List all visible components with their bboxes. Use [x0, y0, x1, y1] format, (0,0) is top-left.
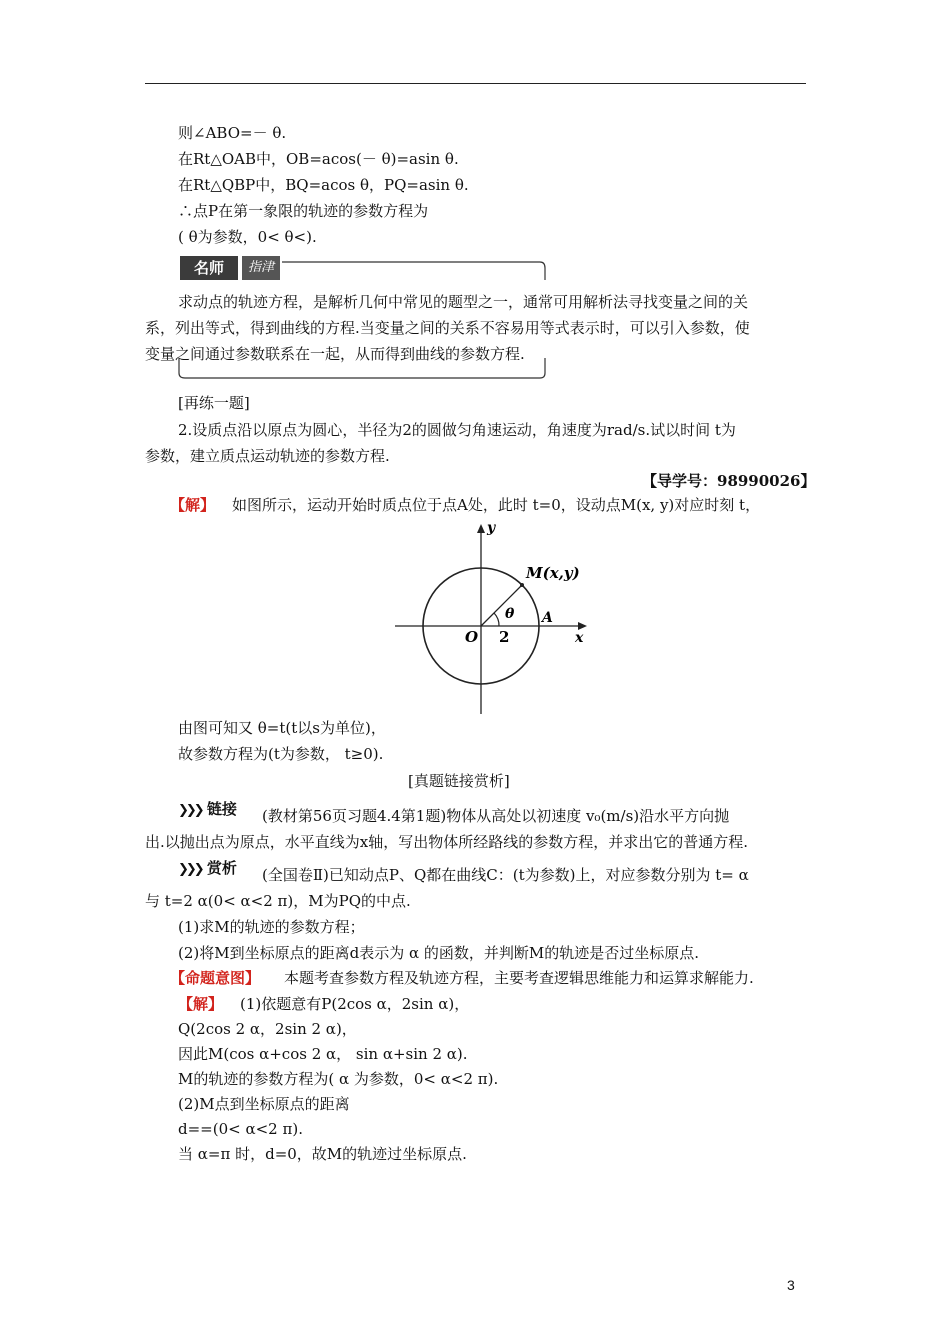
- angle-arc: [494, 613, 499, 626]
- label-theta: θ: [505, 606, 515, 622]
- text-line: Q(2cos 2 α，2sin 2 α)，: [178, 1020, 357, 1038]
- text-line: 由图可知又 θ=t(t以s为单位)，: [178, 719, 386, 737]
- solution-label: 【解】: [178, 995, 224, 1013]
- link-label-text: 链接: [206, 800, 237, 818]
- label-a: A: [542, 610, 553, 626]
- text-line: (教材第56页习题4.4第1题)物体从高处以初速度 v₀(m/s)沿水平方向抛: [262, 807, 730, 825]
- text-line: (2)将M到坐标原点的距离d表示为 α 的函数，并判断M的轨迹是否过坐标原点.: [178, 944, 700, 962]
- text-line: (1)依题意有P(2cos α，2sin α)，: [240, 995, 470, 1013]
- tip-paragraph: 变量之间通过参数联系在一起，从而得到曲线的参数方程.: [145, 345, 525, 363]
- text-line: (2)M点到坐标原点的距离: [178, 1095, 350, 1113]
- label-y: y: [487, 520, 496, 536]
- text-line: 与 t=2 α(0< α<2 π)，M为PQ的中点.: [145, 892, 411, 910]
- y-axis-arrow: [477, 524, 485, 533]
- intent-label: 【命题意图】: [170, 969, 261, 987]
- tip-paragraph: 系，列出等式，得到曲线的方程.当变量之间的关系不容易用等式表示时，可以引入参数，使: [145, 319, 750, 337]
- label-m: M(x,y): [526, 564, 580, 582]
- text-line: ∴点P在第一象限的轨迹的参数方程为: [178, 202, 429, 220]
- text-line: 故参数方程为(t为参数， t≥0).: [178, 745, 384, 763]
- intent-text: 本题考查参数方程及轨迹方程，主要考查逻辑思维能力和运算求解能力.: [284, 969, 754, 987]
- tip-tag-sub: 指津: [242, 256, 280, 280]
- question-line: 2.设质点沿以原点为圆心，半径为2的圆做匀角速运动，角速度为rad/s.试以时间 t为: [178, 421, 736, 439]
- label-x: x: [575, 630, 584, 646]
- arrows-icon: ❯❯❯: [178, 803, 202, 818]
- arrows-icon: ❯❯❯: [178, 862, 202, 877]
- section-title: [真题链接赏析]: [408, 772, 510, 790]
- link-label: [178, 799, 237, 821]
- radius-line: [481, 585, 522, 626]
- text-line: 则∠ABO=－ θ.: [178, 124, 287, 142]
- text-line: 在Rt△OAB中，OB=acos(－ θ)=asin θ.: [178, 150, 459, 168]
- text-line: (1)求M的轨迹的参数方程；: [178, 918, 365, 936]
- point-m: [520, 583, 524, 587]
- guide-code: 【导学号：98990026】: [642, 472, 816, 490]
- solution-text: 如图所示，运动开始时质点位于点A处，此时 t=0，设动点M(x, y)对应时刻 t，: [232, 496, 761, 514]
- appr-label-text: 赏析: [206, 859, 237, 877]
- practice-heading: [再练一题]: [178, 394, 250, 412]
- text-line: 出.以抛出点为原点，水平直线为x轴，写出物体所经路线的参数方程，并求出它的普通方程.: [145, 833, 748, 851]
- question-line: 参数，建立质点运动轨迹的参数方程.: [145, 447, 390, 465]
- appr-label: [178, 858, 237, 880]
- tip-tag-main: 名师: [180, 256, 238, 280]
- text-line: d==(0< α<2 π).: [178, 1120, 303, 1138]
- text-line: 因此M(cos α+cos 2 α， sin α+sin 2 α).: [178, 1045, 468, 1063]
- text-line: M的轨迹的参数方程为( α 为参数，0< α<2 π).: [178, 1070, 499, 1088]
- text-line: (全国卷Ⅱ)已知动点P、Q都在曲线C：(t为参数)上，对应参数分别为 t= α: [262, 866, 749, 884]
- tip-paragraph: 求动点的轨迹方程，是解析几何中常见的题型之一，通常可用解析法寻找变量之间的关: [178, 293, 749, 311]
- solution-label: 【解】: [170, 496, 216, 514]
- header-rule: [145, 83, 806, 84]
- text-line: ( θ为参数，0< θ<).: [178, 228, 317, 246]
- page-number: 3: [787, 1277, 795, 1293]
- text-line: 在Rt△QBP中，BQ=acos θ，PQ=asin θ.: [178, 176, 469, 194]
- label-o: O: [465, 628, 479, 646]
- circle-figure: [395, 518, 595, 718]
- x-axis-arrow: [578, 622, 587, 630]
- label-2: 2: [499, 628, 510, 646]
- tip-tag: [180, 256, 280, 280]
- text-line: 当 α=π 时，d=0，故M的轨迹过坐标原点.: [178, 1145, 467, 1163]
